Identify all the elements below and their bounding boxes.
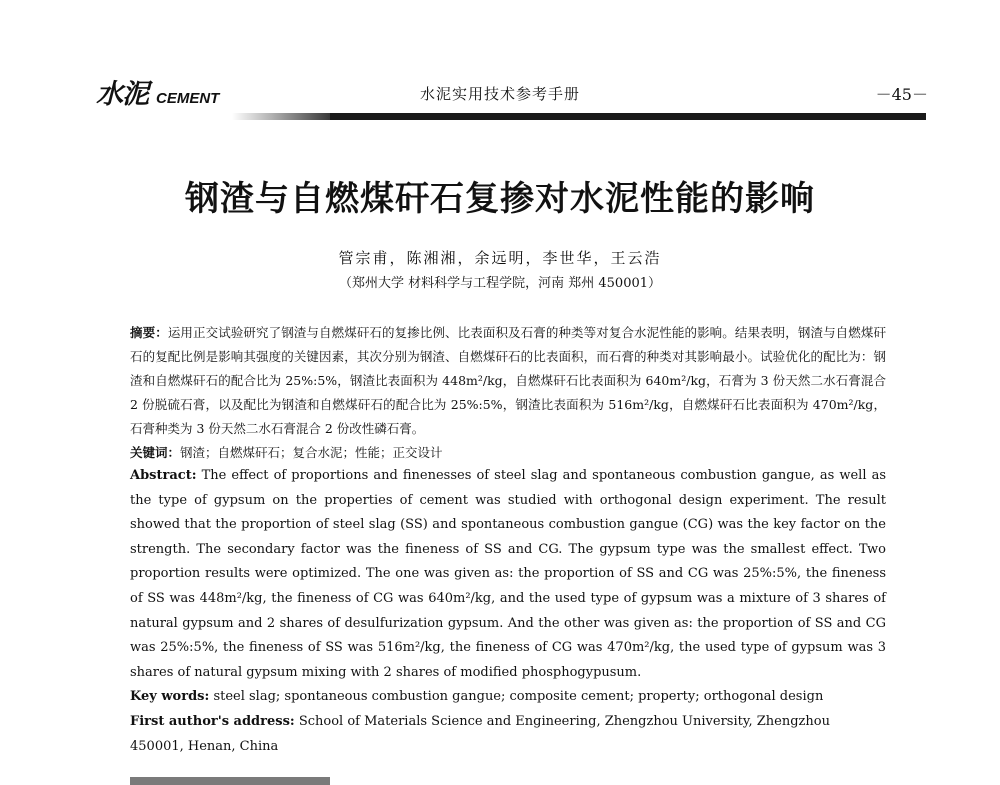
author-list: 管宗甫，陈湘湘，余远明，李世华，王云浩 <box>338 249 662 267</box>
keywords-chinese-label: 关键词： <box>130 445 181 460</box>
running-header-title: 水泥实用技术参考手册 <box>419 85 580 103</box>
author-address <box>130 710 886 759</box>
keywords-chinese <box>130 441 886 464</box>
abstract-chinese-label: 摘要： <box>130 325 168 340</box>
article-title: 钢渣与自燃煤矸石复掺对水泥性能的影响 <box>185 179 815 219</box>
abstract-english <box>130 464 886 685</box>
abstract-chinese <box>130 321 886 441</box>
header-rule <box>330 113 926 120</box>
logo-chinese-text: 水泥 <box>96 79 148 110</box>
page-number: －45－ <box>875 85 928 104</box>
author-address-label: First author's address: <box>130 713 295 729</box>
abstract-english-label: Abstract: <box>130 468 197 483</box>
header-rule-fade <box>232 113 332 120</box>
logo-english-text: CEMENT <box>156 90 220 107</box>
author-address-text: School of Materials Science and Engineering, Zhengzhou University, Zhengzhou 450001, Henan, China <box>130 713 830 754</box>
abstract-english-text: The effect of proportions and finenesses of steel slag and spontaneous combustion gangue, as well as the type of gypsum on the properties of cement was studied with orthogonal design experiment. The result showed that the proportion of steel slag (SS) and spontaneous combustion gangue (CG) was the key factor on the strength. The secondary factor was the fineness of SS and CG. The gypsum type was the smallest effect. Two proportion results were optimized. The one was given as: the proportion of SS and CG was 25%:5%, the fineness of SS was 448m²/kg, the fineness of CG was 640m²/kg, and the used type of gypsum was a mixture of 3 shares of natural gypsum and 2 shares of desulfurization gypsum. And the other was given as: the proportion of SS and CG was 25%:5%, the fineness of SS was 516m²/kg, the fineness of CG was 470m²/kg, the used type of gypsum was 3 shares of natural gypsum mixing with 2 shares of modified phosphogypusum. <box>130 468 886 680</box>
keywords-english <box>130 685 886 710</box>
keywords-english-text: steel slag; spontaneous combustion gangue; composite cement; property; orthogonal design <box>213 689 824 705</box>
keywords-english-label: Key words: <box>130 689 210 705</box>
keywords-chinese-text: 钢渣；自燃煤矸石；复合水泥；性能；正交设计 <box>180 445 443 460</box>
abstract-chinese-text: 运用正交试验研究了钢渣与自燃煤矸石的复掺比例、比表面积及石膏的种类等对复合水泥性能的影响。结果表明，钢渣与自燃煤矸石的复配比例是影响其强度的关键因素，其次分别为钢渣、自燃煤矸石的比表面积，而石膏的种类对其影响最小。试验优化的配比为：钢渣和自燃煤矸石的配合比为 25%:5%，钢渣比表面积为 448m²/kg，自燃煤矸石比表面积为 640m²/kg，石膏为 3 份天然二水石膏混合 2 份脱硫石膏，以及配比为钢渣和自燃煤矸石的配合比为 25%:5%，钢渣比表面积为 516m²/kg，自燃煤矸石比表面积为 470m²/kg，石膏种类为 3 份天然二水石膏混合 2 份改性磷石膏。 <box>130 325 886 436</box>
article-body <box>130 321 886 759</box>
affiliation: （郑州大学 材料科学与工程学院，河南 郑州 450001） <box>338 276 662 291</box>
